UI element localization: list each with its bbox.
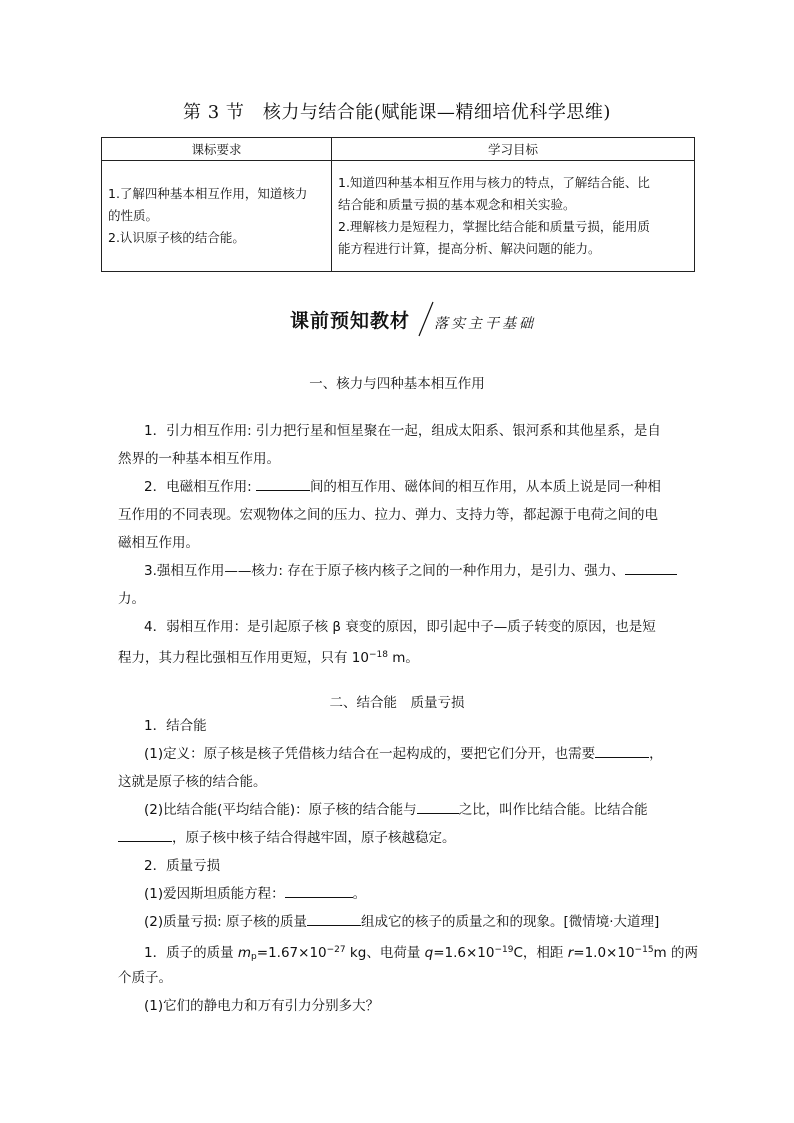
requirement-line: 2.认识原子核的结合能。 <box>108 230 245 245</box>
fill-blank[interactable] <box>118 827 172 842</box>
objective-line: 2.理解核力是短程力，掌握比结合能和质量亏损，能用质 <box>338 219 650 234</box>
objective-line: 1.知道四种基本相互作用与核力的特点，了解结合能、比 <box>338 175 650 190</box>
micro-scenario-tag: [微情境·大道理] <box>563 914 660 930</box>
weak-line-1: 4．弱相互作用：是引起原子核 β 衰变的原因，即引起中子—质子转变的原因，也是短 <box>144 619 656 635</box>
em-line-1: 2．电磁相互作用: 间的相互作用、磁体间的相互作用，从本质上说是同一种相 <box>118 473 698 501</box>
em-line-2: 互作用的不同表现。宏观物体之间的压力、拉力、弹力、支持力等，都起源于电荷之间的电 <box>118 507 658 523</box>
objectives-cell <box>332 161 695 272</box>
weak-line-2: 程力，其力程比强相互作用更短，只有 $10^{-18}$ m。 <box>118 650 419 666</box>
fill-blank[interactable] <box>285 883 353 898</box>
section2-heading: 二、结合能 质量亏损 <box>329 695 465 711</box>
section-banner <box>0 300 794 340</box>
section1-body <box>118 417 698 669</box>
em-line-3: 磁相互作用。 <box>118 535 199 551</box>
einstein-equation-line: (1)爱因斯坦质能方程： 。 <box>118 880 698 908</box>
objective-line: 结合能和质量亏损的基本观念和相关实验。 <box>338 197 576 212</box>
definition-line-1: (1)定义：原子核是核子凭借核力结合在一起构成的，要把它们分开，也需要 ， <box>118 740 698 768</box>
fill-blank[interactable] <box>595 743 649 758</box>
requirements-cell <box>102 161 332 272</box>
strong-line-1: 3.强相互作用——核力: 存在于原子核内核子之间的一种作用力，是引力、强力、 <box>118 557 698 585</box>
fill-blank[interactable] <box>417 799 459 814</box>
banner-subtitle: 落实主干基础 <box>434 316 536 332</box>
fill-blank[interactable] <box>256 476 310 491</box>
requirement-line: 1.了解四种基本相互作用，知道核力 <box>108 186 308 201</box>
slash-divider-icon <box>416 300 436 338</box>
page-title: 第 3 节 核力与结合能(赋能课—精细培优科学思维) <box>183 102 611 123</box>
fill-blank[interactable] <box>307 911 361 926</box>
subheading-mass-defect: 2．质量亏损 <box>144 858 221 874</box>
specific-binding-line-1: (2)比结合能(平均结合能)：原子核的结合能与 之比，叫作比结合能。比结合能 <box>118 796 698 824</box>
fill-blank[interactable] <box>625 560 677 575</box>
gravity-line-2: 然界的一种基本相互作用。 <box>118 451 280 467</box>
subheading-binding-energy: 1．结合能 <box>144 718 207 734</box>
section1-heading: 一、核力与四种基本相互作用 <box>309 376 485 392</box>
banner-title: 课前预知教材 <box>290 310 411 332</box>
strong-line-2: 力。 <box>118 591 145 607</box>
definition-line-2: 这就是原子核的结合能。 <box>118 774 267 790</box>
problem-line-2: 个质子。 <box>118 970 172 986</box>
mass-defect-line: (2)质量亏损: 原子核的质量 组成它的核子的质量之和的现象。[微情境·大道理] <box>118 908 698 936</box>
requirement-line: 的性质。 <box>108 208 159 223</box>
question-1: (1)它们的静电力和万有引力分别多大？ <box>144 998 380 1014</box>
objective-line: 能方程进行计算，提高分析、解决问题的能力。 <box>338 241 601 256</box>
gravity-line-1: 1．引力相互作用: 引力把行星和恒星聚在一起，组成太阳系、银河系和其他星系，是自 <box>144 423 661 439</box>
curriculum-standards-table <box>101 137 695 272</box>
section2-body <box>118 712 698 1020</box>
table-header-requirements: 课标要求 <box>102 138 332 161</box>
specific-binding-line-2: ，原子核中核子结合得越牢固，原子核越稳定。 <box>118 824 698 852</box>
table-header-objectives: 学习目标 <box>332 138 695 161</box>
problem-line-1: 1．质子的质量 $m_p=1.67\times 10^{-27}$ kg、电荷量 $q=1.6\times 10^{-19}C$，相距 $r=1.0\times 10^{-15}m$ 的两 <box>144 945 698 962</box>
